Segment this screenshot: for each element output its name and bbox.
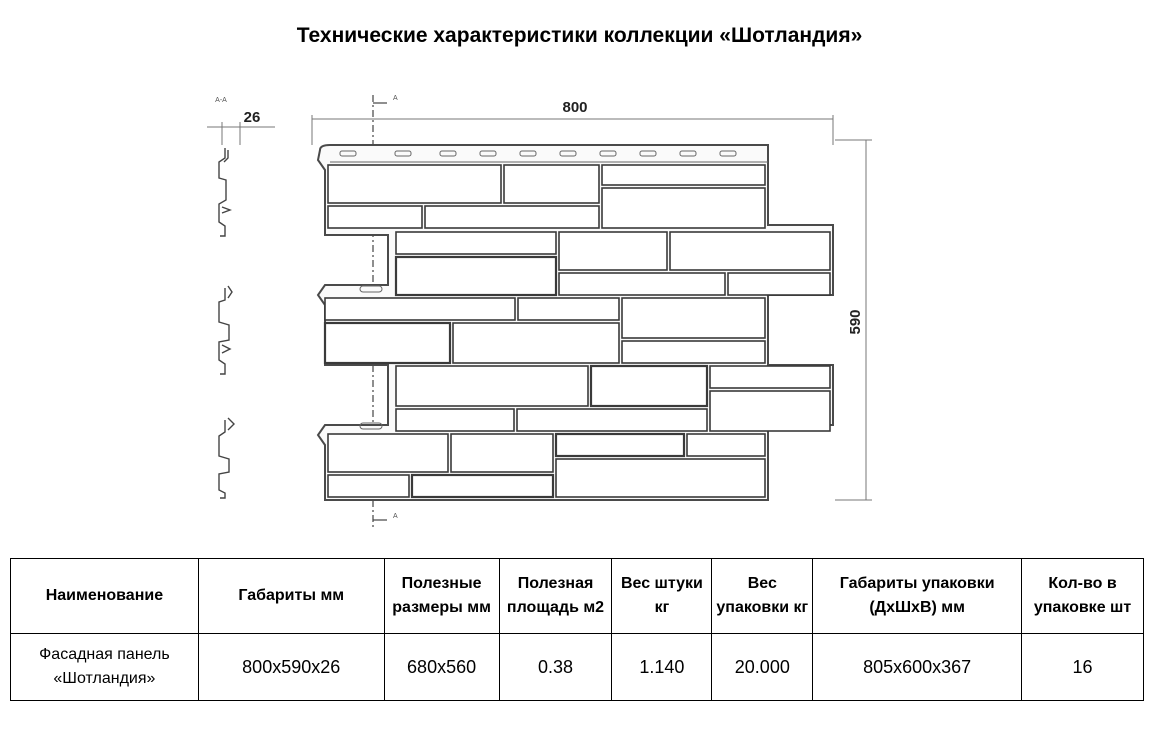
header-pack-dimensions: Габариты упаковки (ДхШхВ) мм [813,559,1022,634]
section-profile [219,148,234,498]
header-name: Наименование [11,559,199,634]
header-useful-dimensions: Полезные размеры мм [384,559,499,634]
header-pack-quantity: Кол-во в упаковке шт [1022,559,1144,634]
header-unit-weight: Вес штуки кг [612,559,712,634]
table-header-row [11,559,1144,634]
width-dimension-label: 800 [562,99,588,116]
stone-blocks [325,165,830,497]
cell-useful-dimensions: 680х560 [384,634,499,701]
cell-useful-area: 0.38 [499,634,612,701]
table-row [11,634,1144,701]
cell-pack-dimensions: 805х600х367 [813,634,1022,701]
header-pack-weight: Вес упаковки кг [712,559,813,634]
section-label: A-A [215,97,227,104]
cell-pack-weight: 20.000 [712,634,813,701]
cell-pack-quantity: 16 [1022,634,1144,701]
cut-marker-top: A [393,95,398,102]
cell-dimensions: 800х590х26 [198,634,384,701]
header-dimensions: Габариты мм [198,559,384,634]
header-useful-area: Полезная площадь м2 [499,559,612,634]
depth-dimension-label: 26 [243,109,261,126]
specifications-table [10,558,1144,701]
page-title: Технические характеристики коллекции «Шотландия» [296,24,863,47]
cut-marker-bottom: A [393,513,398,520]
cell-unit-weight: 1.140 [612,634,712,701]
height-dimension-label: 590 [847,309,864,335]
cell-name: Фасадная панель «Шотландия» [11,634,199,701]
